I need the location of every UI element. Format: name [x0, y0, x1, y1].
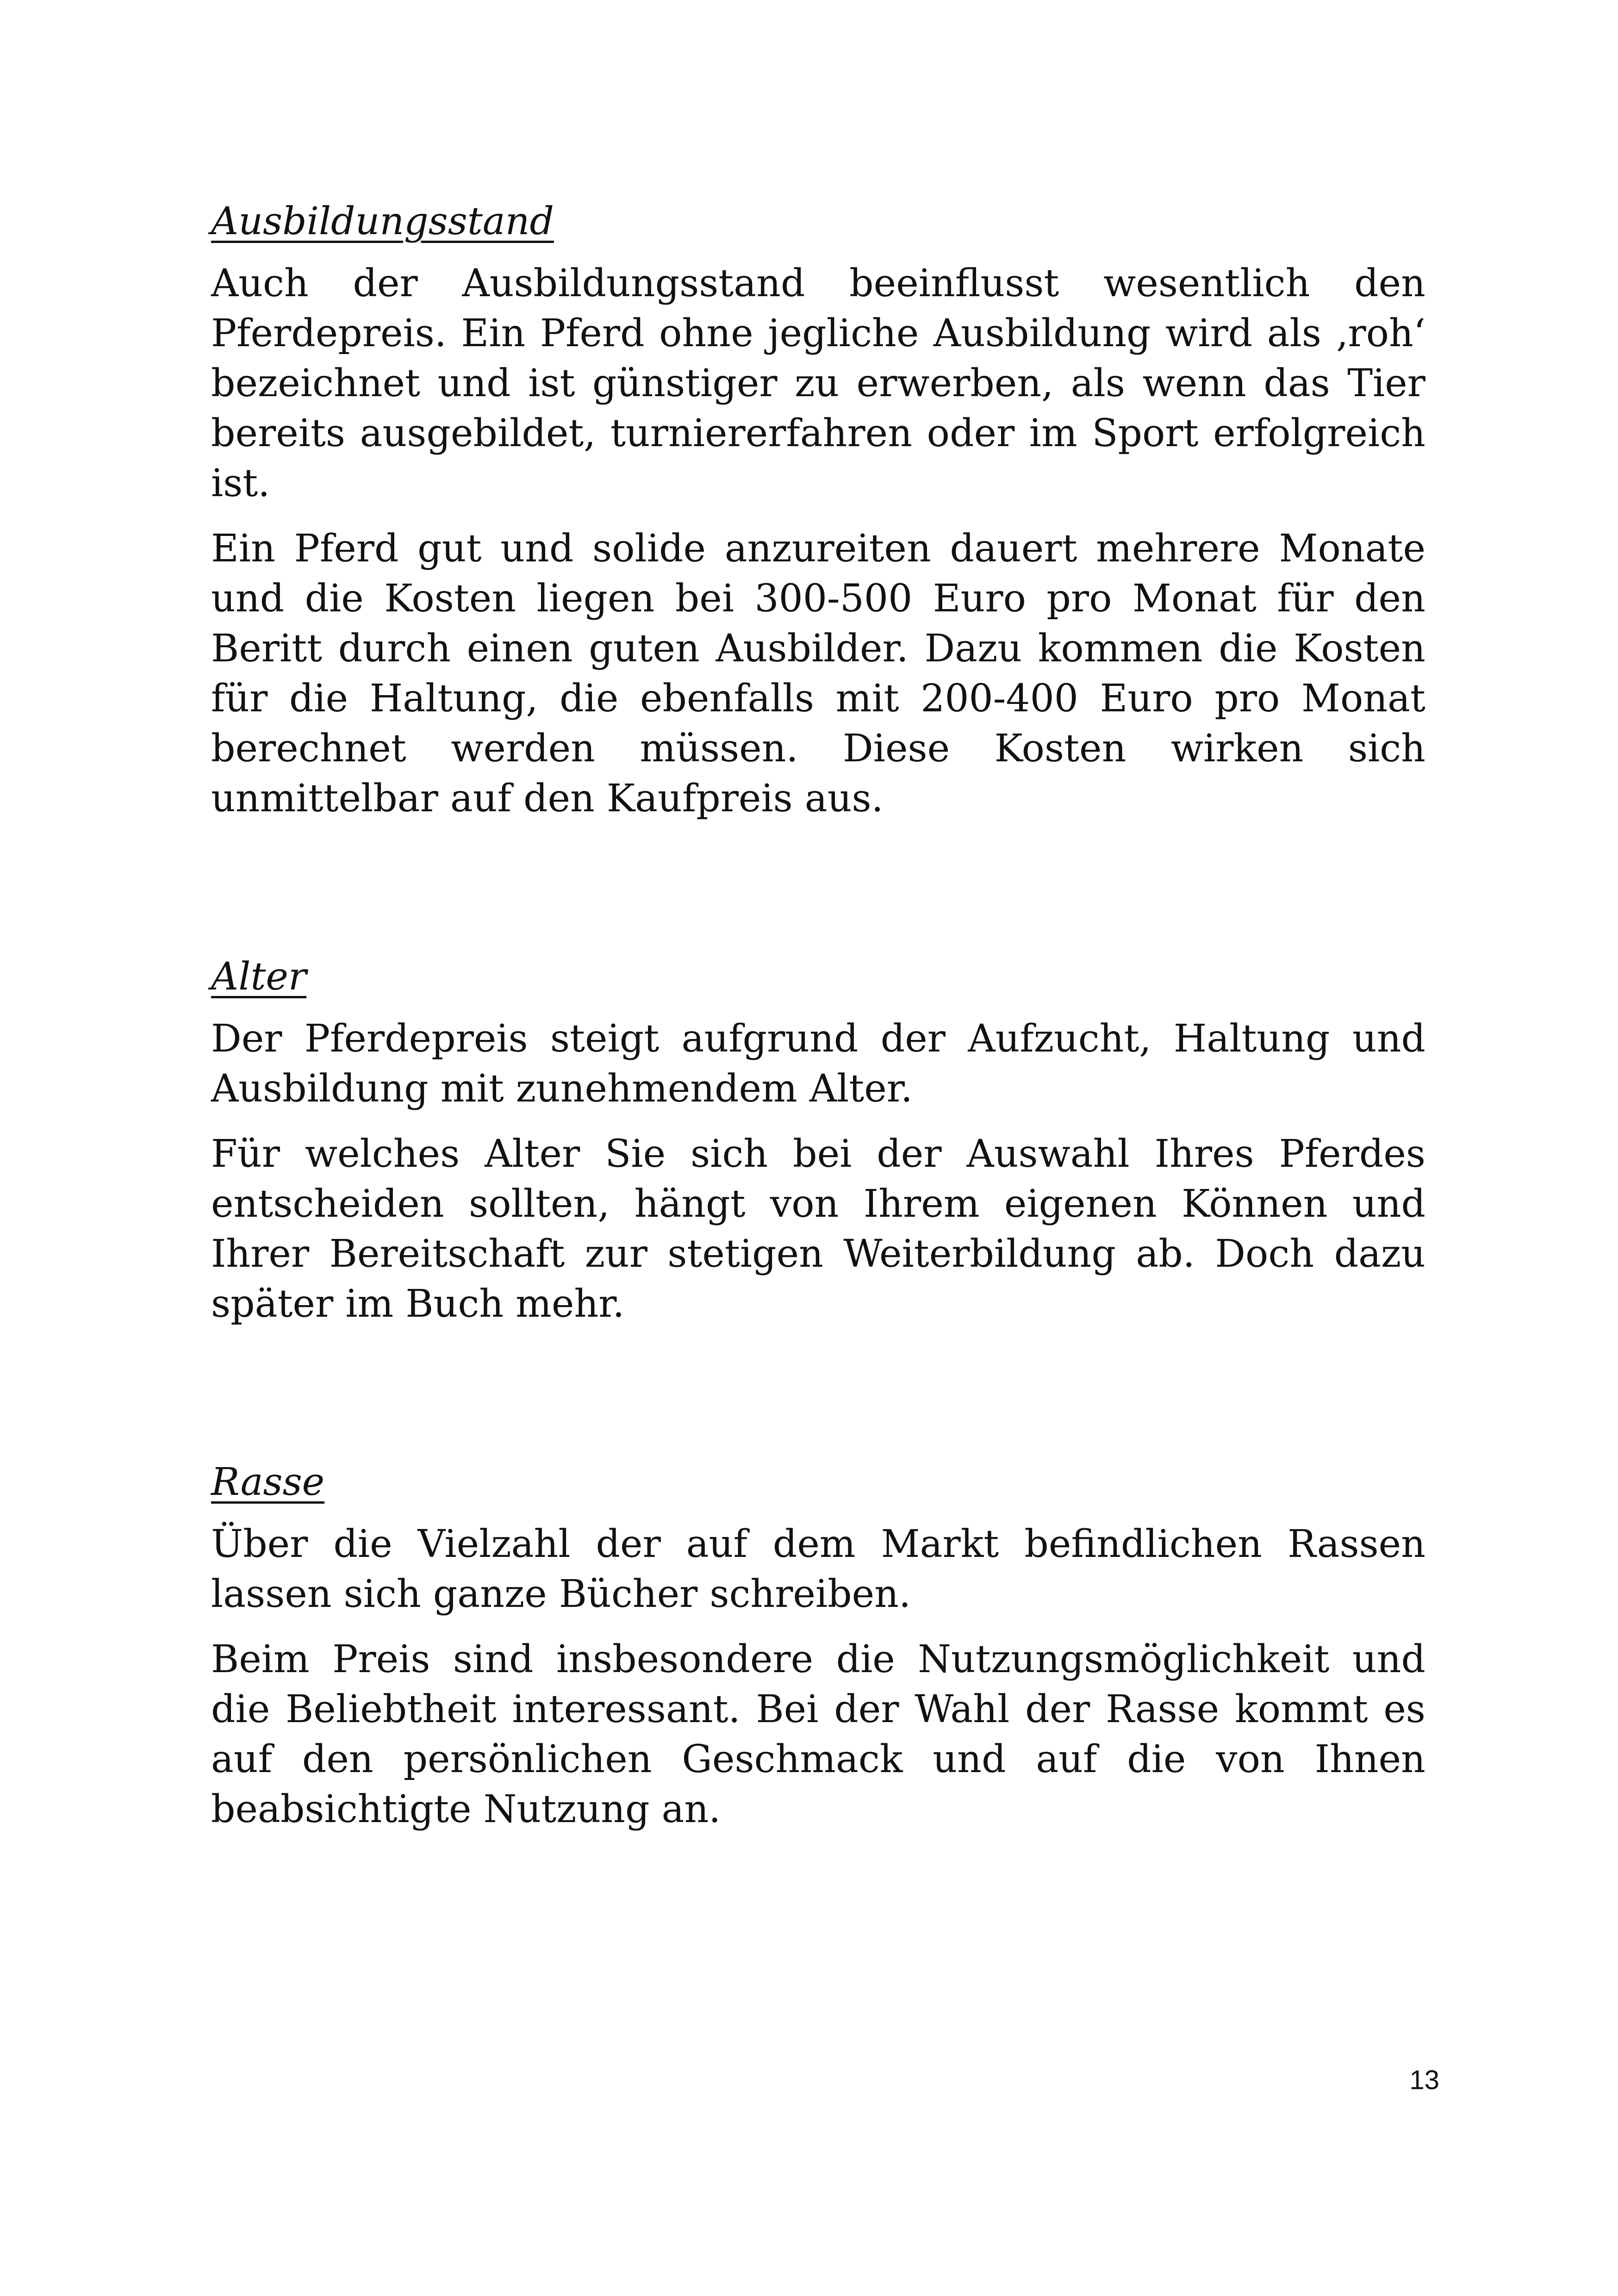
paragraph: Beim Preis sind insbesondere die Nutzungsmöglichkeit und die Beliebtheit interessant. Bei der Wahl der Rasse kommt es auf den persönlichen Geschmack und auf die von Ihnen beabsichtigte Nutzung an.: [211, 1637, 1425, 1831]
section-heading: Alter: [211, 955, 307, 999]
paragraph: Für welches Alter Sie sich bei der Auswahl Ihres Pferdes entscheiden sollten, hängt von Ihrem eigenen Können und Ihrer Bereitschaft zur stetigen Weiterbildung ab. Doch dazu später im Buch mehr.: [211, 1132, 1425, 1326]
section-heading: Ausbildungsstand: [211, 199, 554, 243]
section-alter: [211, 952, 1425, 1329]
section-heading: Rasse: [211, 1460, 325, 1504]
paragraph: Auch der Ausbildungsstand beeinflusst wesentlich den Pferdepreis. Ein Pferd ohne jegliche Ausbildung wird als ‚roh‘ bezeichnet und ist günstiger zu erwerben, als wenn das Tier bereits ausgebildet, turniererfahren oder im Sport erfolgreich ist.: [211, 261, 1425, 505]
section-ausbildungsstand: [211, 197, 1425, 824]
paragraph: Über die Vielzahl der auf dem Markt befindlichen Rassen lassen sich ganze Bücher schreiben.: [211, 1522, 1425, 1616]
section-spacer: [211, 1344, 1425, 1457]
page-body: [211, 197, 1425, 1850]
section-rasse: [211, 1457, 1425, 1835]
paragraph: Ein Pferd gut und solide anzureiten dauert mehrere Monate und die Kosten liegen bei 300-500 Euro pro Monat für den Beritt durch einen guten Ausbilder. Dazu kommen die Kosten für die Haltung, die ebenfalls mit 200-400 Euro pro Monat berechnet werden müssen. Diese Kosten wirken sich unmittelbar auf den Kaufpreis aus.: [211, 527, 1425, 821]
paragraph: Der Pferdepreis steigt aufgrund der Aufzucht, Haltung und Ausbildung mit zunehmendem Alter.: [211, 1017, 1425, 1111]
section-spacer: [211, 839, 1425, 952]
page-number: 13: [1409, 2065, 1439, 2095]
